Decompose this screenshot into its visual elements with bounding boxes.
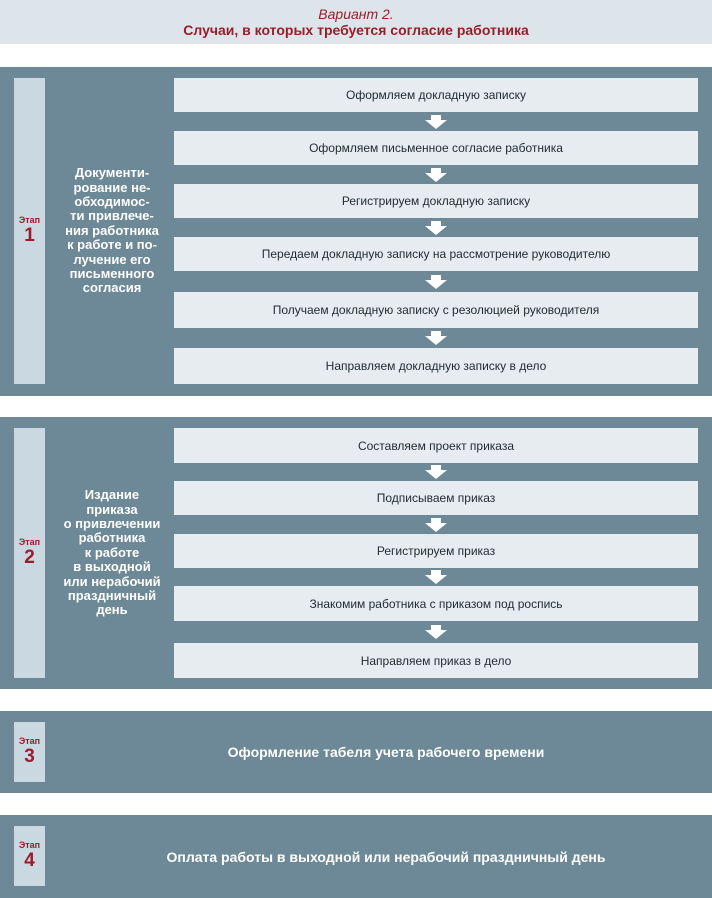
stage-2-tab	[14, 428, 45, 678]
stage-1-name-line: Документи-	[74, 165, 150, 181]
stage-2-number: 2	[24, 547, 35, 568]
stage-2-name-line: Издание	[84, 487, 140, 503]
down-arrow-icon	[425, 625, 447, 639]
diagram-title: Случаи, в которых требуется согласие работника	[183, 22, 529, 38]
down-arrow-icon	[425, 221, 447, 235]
stage-1-name-line: ния работника	[65, 222, 159, 238]
stage-2-name-line: или нерабочий	[63, 573, 161, 589]
stage-1-step-4: Передаем докладную записку на рассмотрение руководителю	[174, 237, 698, 271]
stage-3-block	[0, 711, 712, 793]
stage-3-tab	[14, 722, 45, 782]
stage-1-step-3: Регистрируем докладную записку	[174, 184, 698, 218]
down-arrow-icon	[425, 518, 447, 532]
stage-2-step-1: Составляем проект приказа	[174, 428, 698, 463]
stage-1-step-1: Оформляем докладную записку	[174, 78, 698, 112]
stage-2-name-line: работника	[78, 530, 146, 546]
stage-1-label: Этап	[18, 215, 41, 225]
down-arrow-icon	[425, 331, 447, 345]
stage-1-name	[52, 78, 172, 384]
down-arrow-icon	[425, 570, 447, 584]
stage-1-name-line: письменного	[69, 266, 155, 282]
stage-1-block	[0, 67, 712, 396]
stage-2-name-line: к работе	[84, 544, 140, 560]
stage-3-label: Этап	[18, 736, 41, 746]
stage-2-name-line: приказа	[86, 501, 138, 517]
stage-1-name-line: ти привлече-	[70, 208, 154, 224]
stage-1-name-line: рование не-	[73, 179, 151, 195]
stage-1-tab	[14, 78, 45, 384]
stage-4-number: 4	[24, 850, 35, 871]
stage-4-title: Оплата работы в выходной или нерабочий праздничный день	[166, 848, 606, 865]
stage-3-title: Оформление табеля учета рабочего времени	[227, 744, 545, 760]
stage-1-step-5: Получаем докладную записку с резолюцией руководителя	[174, 292, 698, 328]
down-arrow-icon	[425, 275, 447, 289]
stage-1-number: 1	[24, 225, 35, 246]
stage-1-name-line: лучение его	[73, 251, 151, 267]
stage-2-name-line: праздничный	[67, 588, 157, 604]
stage-4-label: Этап	[18, 840, 41, 850]
stage-2-step-4: Знакомим работника с приказом под роспись	[174, 586, 698, 621]
stage-2-step-2: Подписываем приказ	[174, 481, 698, 515]
stage-2-name-line: о привлечении	[63, 515, 161, 531]
stage-2-name-line: день	[96, 602, 128, 618]
down-arrow-icon	[425, 168, 447, 182]
stage-1-name-line: согласия	[82, 280, 142, 296]
stage-3-number: 3	[24, 746, 35, 767]
stage-4-block	[0, 815, 712, 898]
stage-2-name-line: в выходной	[73, 559, 151, 575]
stage-1-step-2: Оформляем письменное согласие работника	[174, 131, 698, 165]
stage-4-tab	[14, 826, 45, 886]
stage-2-step-3: Регистрируем приказ	[174, 534, 698, 568]
stage-1-step-6: Направляем докладную записку в дело	[174, 348, 698, 384]
down-arrow-icon	[425, 115, 447, 129]
stage-2-step-5: Направляем приказ в дело	[174, 643, 698, 678]
stage-2-label: Этап	[18, 537, 41, 547]
stage-2-name	[52, 428, 172, 678]
down-arrow-icon	[425, 465, 447, 479]
stage-1-name-line: обходимос-	[74, 193, 150, 209]
variant-label: Вариант 2.	[318, 6, 394, 22]
stage-1-name-line: к работе и по-	[67, 237, 157, 253]
diagram-header	[0, 0, 712, 44]
